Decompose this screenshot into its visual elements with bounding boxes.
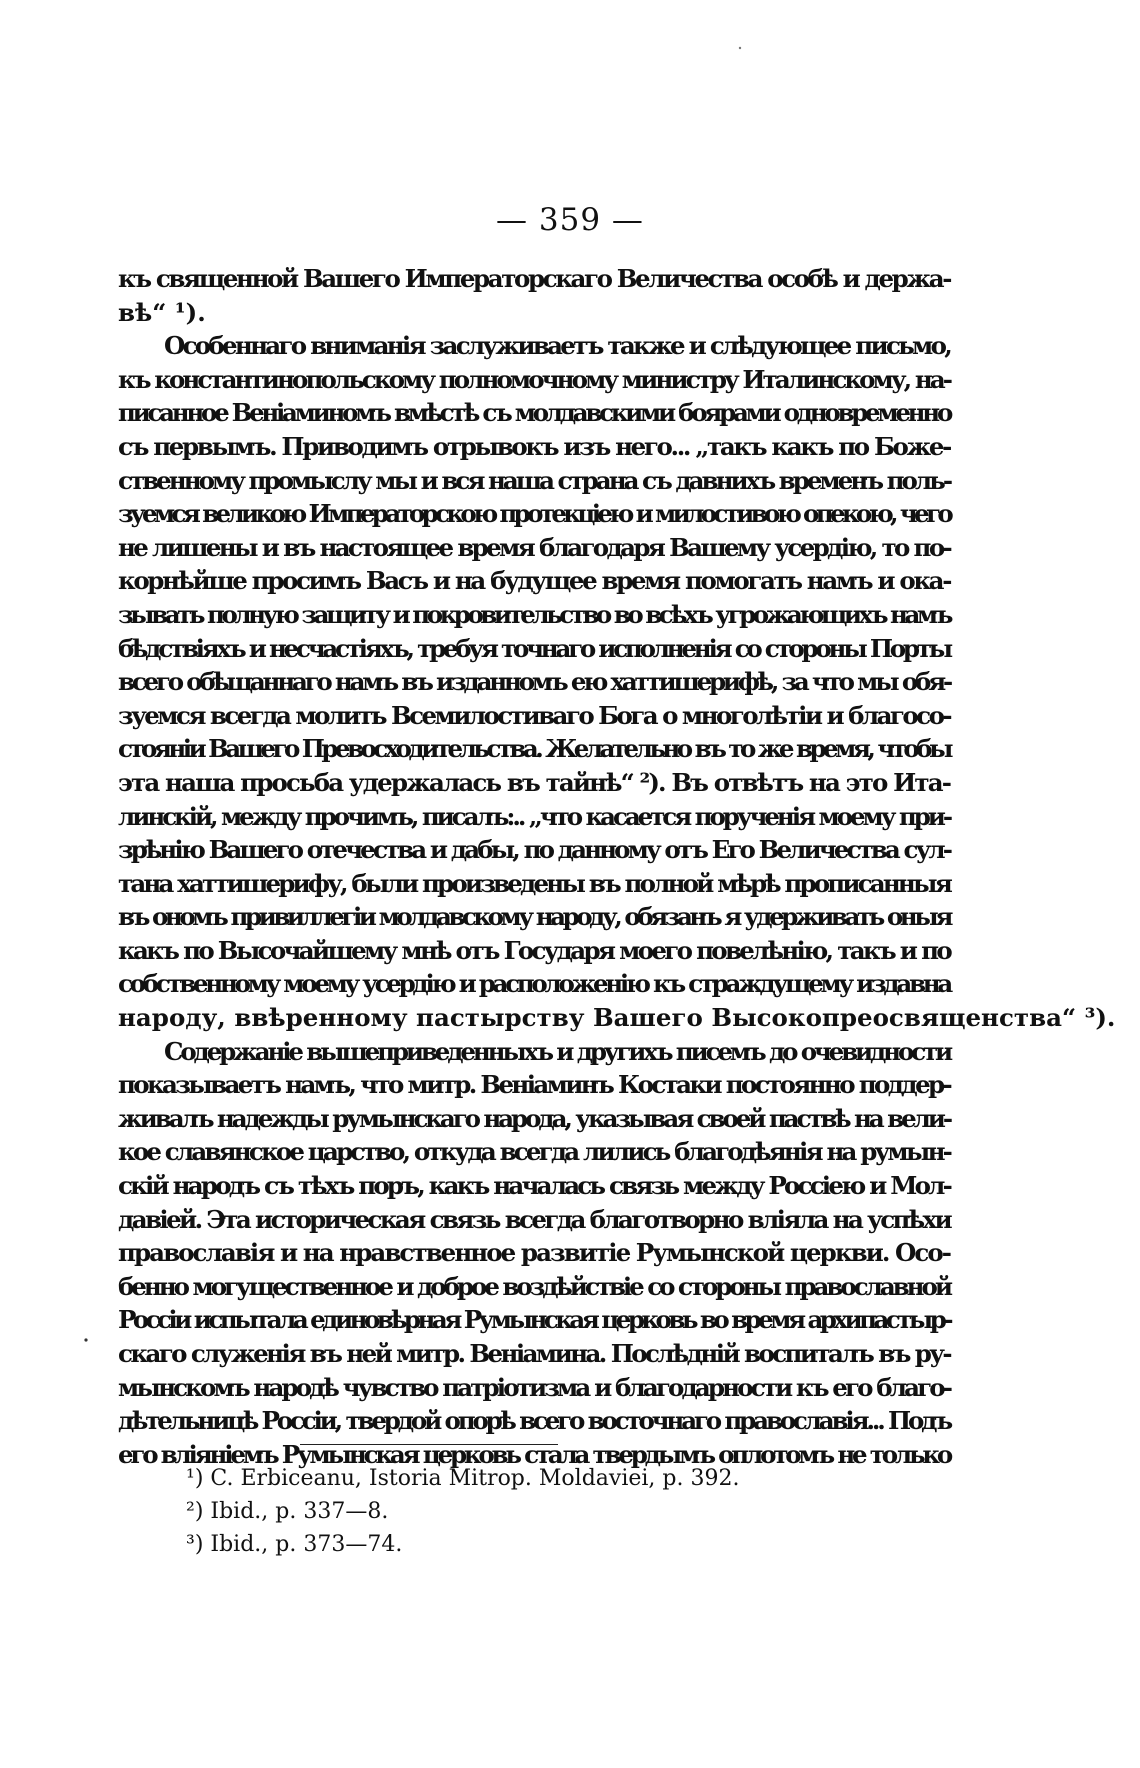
- text-line: народу, ввѣренному пастырству Вашего Высокопреосвященства“ ³).: [118, 1003, 1116, 1033]
- footnote: [186, 1462, 946, 1495]
- text-line: вѣ“ ¹).: [118, 297, 206, 327]
- text-line: зывать полную защиту и покровительство во всѣхъ угрожающихъ намъ: [118, 599, 950, 629]
- text-line: въ ономъ привиллегіи молдавскому народу, обязанъ я удерживать оныя: [118, 902, 950, 932]
- footnote-mark: ¹): [186, 1466, 204, 1491]
- footnote-text: C. Erbiceanu, Istoria Mitrop. Moldaviei, p. 392.: [210, 1466, 740, 1491]
- text-line: дѣтельницѣ Россіи, твердой опорѣ всего восточнаго православія... Подъ: [118, 1406, 950, 1436]
- text-line: давіей. Эта историческая связь всегда благотворно вліяла на успѣхи: [118, 1204, 950, 1234]
- text-line: эта наша просьба удержалась въ тайнѣ“ ²). Въ отвѣтъ на это Ита-: [118, 767, 950, 797]
- footnote-divider: [300, 1444, 558, 1445]
- text-line: къ священной Вашего Императорскаго Величества особѣ и держа-: [118, 264, 950, 293]
- scan-speck: [739, 47, 741, 49]
- text-line: бѣдствіяхъ и несчастіяхъ, требуя точнаго исполненія со стороны Порты: [118, 633, 950, 663]
- text-line: живалъ надежды румынскаго народа, указывая своей паствѣ на вели-: [118, 1103, 950, 1133]
- footnote: [186, 1495, 946, 1528]
- text-line: какъ по Высочайшему мнѣ отъ Государя моего повелѣнію, такъ и по: [118, 935, 950, 965]
- text-line: кое славянское царство, откуда всегда лились благодѣянія на румын-: [118, 1137, 950, 1167]
- footnote-mark: ³): [186, 1532, 204, 1557]
- text-line: бенно могущественное и доброе воздѣйствіе со стороны православной: [118, 1271, 950, 1301]
- text-line: ственному промыслу мы и вся наша страна съ давнихъ временъ поль-: [118, 465, 950, 495]
- text-line: всего обѣщаннаго намъ въ изданномъ ею хаттишерифѣ, за что мы обя-: [118, 667, 950, 697]
- text-line: собственному моему усердію и расположенію къ страждущему издавна: [118, 969, 950, 999]
- text-line: линскій, между прочимъ, писалъ:.. „что касается порученія моему при-: [118, 801, 950, 831]
- text-line: зрѣнію Вашего отечества и дабы, по данному отъ Его Величества сул-: [118, 835, 951, 865]
- footnotes: [186, 1462, 946, 1561]
- text-line: корнѣйше просимъ Васъ и на будущее время помогать намъ и ока-: [118, 566, 950, 596]
- text-line: зуемся великою Императорскою протекціею и милостивою опекою, чего: [118, 499, 950, 529]
- text-line: Содержаніе вышеприведенныхъ и другихъ писемъ до очевидности: [164, 1036, 950, 1066]
- text-line: скаго служенія въ ней митр. Веніамина. Послѣдній воспиталъ въ ру-: [118, 1339, 950, 1368]
- page-number: — 359 —: [496, 202, 644, 238]
- body-text: [118, 262, 1116, 1471]
- text-line: зуемся всегда молить Всемилостиваго Бога о многолѣтіи и благосо-: [118, 700, 950, 730]
- footnote-text: Ibid., p. 337—8.: [210, 1499, 389, 1524]
- text-line: стояніи Вашего Превосходительства. Желательно въ то же время, чтобы: [118, 734, 950, 764]
- text-line: мынскомъ народѣ чувство патріотизма и благодарности къ его благо-: [118, 1372, 950, 1402]
- text-line: скій народъ съ тѣхъ поръ, какъ началась связь между Россіею и Мол-: [118, 1171, 951, 1201]
- text-line: православія и на нравственное развитіе Румынской церкви. Осо-: [118, 1238, 950, 1268]
- text-line: не лишены и въ настоящее время благодаря Вашему усердію, то по-: [118, 532, 950, 562]
- text-line: Россіи испытала единовѣрная Румынская церковь во время архипастыр-: [118, 1305, 950, 1335]
- text-line: писанное Веніаминомъ вмѣстѣ съ молдавскими боярами одновременно: [118, 398, 950, 428]
- footnote-mark: ²): [186, 1499, 204, 1524]
- text-line: Особеннаго вниманія заслуживаетъ также и слѣдующее письмо,: [164, 331, 950, 361]
- footnote: [186, 1528, 946, 1561]
- text-line: къ константинопольскому полномочному министру Италинскому, на-: [118, 364, 950, 394]
- text-line: его вліяніемъ Румынская церковь стала твердымъ оплотомъ не только: [118, 1439, 950, 1469]
- text-line: тана хаттишерифу, были произведены въ полной мѣрѣ прописанныя: [118, 868, 950, 898]
- text-line: съ первымъ. Приводимъ отрывокъ изъ него... „такъ какъ по Боже-: [118, 431, 950, 461]
- scan-speck: [84, 1338, 87, 1341]
- footnote-text: Ibid., p. 373—74.: [210, 1532, 403, 1557]
- text-line: показываетъ намъ, что митр. Веніаминъ Костаки постоянно поддер-: [118, 1070, 950, 1100]
